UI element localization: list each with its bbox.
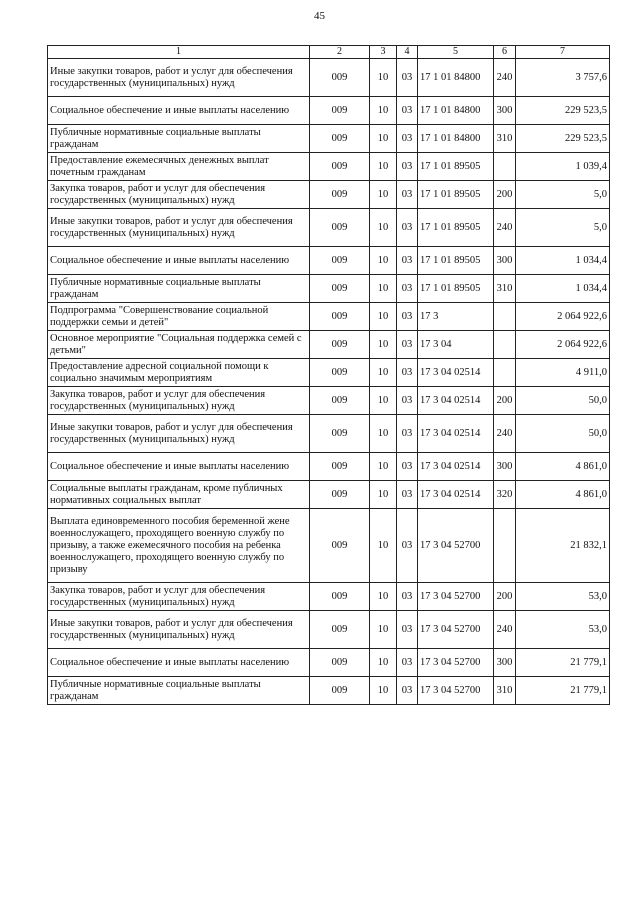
ministry-code-cell: 009	[310, 181, 370, 209]
page-number: 45	[314, 10, 325, 22]
row-name-cell: Публичные нормативные социальные выплаты гражданам	[48, 677, 310, 705]
row-name-cell: Закупка товаров, работ и услуг для обеспечения государственных (муниципальных) нужд	[48, 181, 310, 209]
target-article-cell: 17 3 04 02514	[418, 415, 494, 453]
amount-cell: 5,0	[516, 181, 610, 209]
amount-cell: 53,0	[516, 583, 610, 611]
amount-cell: 3 757,6	[516, 59, 610, 97]
subsection-code-cell: 03	[397, 387, 418, 415]
expense-type-cell: 200	[494, 181, 516, 209]
ministry-code-cell: 009	[310, 583, 370, 611]
expense-type-cell: 240	[494, 611, 516, 649]
column-header: 4	[397, 46, 418, 59]
table-row	[48, 153, 610, 181]
subsection-code-cell: 03	[397, 153, 418, 181]
section-code-cell: 10	[370, 125, 397, 153]
amount-cell: 2 064 922,6	[516, 331, 610, 359]
ministry-code-cell: 009	[310, 359, 370, 387]
section-code-cell: 10	[370, 181, 397, 209]
subsection-code-cell: 03	[397, 275, 418, 303]
ministry-code-cell: 009	[310, 275, 370, 303]
row-name-cell: Социальное обеспечение и иные выплаты населению	[48, 453, 310, 481]
ministry-code-cell: 009	[310, 125, 370, 153]
table-row	[48, 509, 610, 583]
target-article-cell: 17 3 04 02514	[418, 453, 494, 481]
expense-type-cell: 240	[494, 415, 516, 453]
expense-type-cell: 310	[494, 125, 516, 153]
table-row	[48, 677, 610, 705]
subsection-code-cell: 03	[397, 583, 418, 611]
section-code-cell: 10	[370, 453, 397, 481]
expense-type-cell	[494, 359, 516, 387]
expense-type-cell: 200	[494, 583, 516, 611]
amount-cell: 229 523,5	[516, 125, 610, 153]
row-name-cell: Иные закупки товаров, работ и услуг для обеспечения государственных (муниципальных) нужд	[48, 611, 310, 649]
section-code-cell: 10	[370, 509, 397, 583]
row-name-cell: Выплата единовременного пособия беременной жене военнослужащего, проходящего военную службу по призыву, а также ежемесячного пособия на ребенка военнослужащего, проходящего военную службу по призыву	[48, 509, 310, 583]
amount-cell: 1 034,4	[516, 247, 610, 275]
expense-type-cell: 300	[494, 247, 516, 275]
row-name-cell: Иные закупки товаров, работ и услуг для обеспечения государственных (муниципальных) нужд	[48, 59, 310, 97]
header-row	[48, 46, 610, 59]
section-code-cell: 10	[370, 97, 397, 125]
table-row	[48, 125, 610, 153]
target-article-cell: 17 1 01 89505	[418, 275, 494, 303]
ministry-code-cell: 009	[310, 611, 370, 649]
ministry-code-cell: 009	[310, 97, 370, 125]
target-article-cell: 17 3 04	[418, 331, 494, 359]
expense-type-cell: 300	[494, 649, 516, 677]
ministry-code-cell: 009	[310, 209, 370, 247]
target-article-cell: 17 3 04 52700	[418, 677, 494, 705]
target-article-cell: 17 3 04 02514	[418, 481, 494, 509]
amount-cell: 21 832,1	[516, 509, 610, 583]
row-name-cell: Предоставление адресной социальной помощи к социально значимым мероприятиям	[48, 359, 310, 387]
target-article-cell: 17 3 04 52700	[418, 611, 494, 649]
column-header: 2	[310, 46, 370, 59]
amount-cell: 1 034,4	[516, 275, 610, 303]
row-name-cell: Иные закупки товаров, работ и услуг для обеспечения государственных (муниципальных) нужд	[48, 415, 310, 453]
subsection-code-cell: 03	[397, 247, 418, 275]
ministry-code-cell: 009	[310, 677, 370, 705]
table-row	[48, 181, 610, 209]
expense-type-cell	[494, 331, 516, 359]
section-code-cell: 10	[370, 275, 397, 303]
column-header: 3	[370, 46, 397, 59]
row-name-cell: Социальное обеспечение и иные выплаты населению	[48, 649, 310, 677]
row-name-cell: Публичные нормативные социальные выплаты гражданам	[48, 275, 310, 303]
subsection-code-cell: 03	[397, 209, 418, 247]
table-row	[48, 453, 610, 481]
column-header: 7	[516, 46, 610, 59]
ministry-code-cell: 009	[310, 331, 370, 359]
expense-type-cell: 240	[494, 209, 516, 247]
amount-cell: 50,0	[516, 387, 610, 415]
amount-cell: 1 039,4	[516, 153, 610, 181]
expense-type-cell: 300	[494, 453, 516, 481]
table-row	[48, 611, 610, 649]
expense-type-cell	[494, 509, 516, 583]
subsection-code-cell: 03	[397, 509, 418, 583]
table-row	[48, 387, 610, 415]
column-header: 1	[48, 46, 310, 59]
table-row	[48, 275, 610, 303]
table-row	[48, 359, 610, 387]
section-code-cell: 10	[370, 153, 397, 181]
section-code-cell: 10	[370, 303, 397, 331]
target-article-cell: 17 1 01 89505	[418, 153, 494, 181]
ministry-code-cell: 009	[310, 303, 370, 331]
ministry-code-cell: 009	[310, 59, 370, 97]
row-name-cell: Иные закупки товаров, работ и услуг для обеспечения государственных (муниципальных) нужд	[48, 209, 310, 247]
amount-cell: 21 779,1	[516, 677, 610, 705]
subsection-code-cell: 03	[397, 181, 418, 209]
ministry-code-cell: 009	[310, 649, 370, 677]
section-code-cell: 10	[370, 359, 397, 387]
section-code-cell: 10	[370, 583, 397, 611]
ministry-code-cell: 009	[310, 481, 370, 509]
subsection-code-cell: 03	[397, 611, 418, 649]
row-name-cell: Подпрограмма "Совершенствование социальной поддержки семьи и детей"	[48, 303, 310, 331]
row-name-cell: Закупка товаров, работ и услуг для обеспечения государственных (муниципальных) нужд	[48, 583, 310, 611]
target-article-cell: 17 1 01 89505	[418, 247, 494, 275]
expense-type-cell: 240	[494, 59, 516, 97]
expense-type-cell: 200	[494, 387, 516, 415]
ministry-code-cell: 009	[310, 387, 370, 415]
table-row	[48, 303, 610, 331]
expense-type-cell: 310	[494, 275, 516, 303]
section-code-cell: 10	[370, 59, 397, 97]
subsection-code-cell: 03	[397, 453, 418, 481]
subsection-code-cell: 03	[397, 97, 418, 125]
subsection-code-cell: 03	[397, 125, 418, 153]
target-article-cell: 17 3 04 02514	[418, 387, 494, 415]
subsection-code-cell: 03	[397, 649, 418, 677]
amount-cell: 5,0	[516, 209, 610, 247]
target-article-cell: 17 3 04 52700	[418, 583, 494, 611]
table-row	[48, 481, 610, 509]
expense-type-cell	[494, 303, 516, 331]
subsection-code-cell: 03	[397, 481, 418, 509]
amount-cell: 50,0	[516, 415, 610, 453]
subsection-code-cell: 03	[397, 331, 418, 359]
amount-cell: 4 861,0	[516, 453, 610, 481]
ministry-code-cell: 009	[310, 415, 370, 453]
table-row	[48, 415, 610, 453]
table-row	[48, 209, 610, 247]
target-article-cell: 17 1 01 84800	[418, 59, 494, 97]
expense-type-cell: 320	[494, 481, 516, 509]
row-name-cell: Предоставление ежемесячных денежных выплат почетным гражданам	[48, 153, 310, 181]
table-row	[48, 583, 610, 611]
subsection-code-cell: 03	[397, 415, 418, 453]
expense-type-cell: 300	[494, 97, 516, 125]
amount-cell: 4 911,0	[516, 359, 610, 387]
section-code-cell: 10	[370, 331, 397, 359]
amount-cell: 229 523,5	[516, 97, 610, 125]
row-name-cell: Публичные нормативные социальные выплаты гражданам	[48, 125, 310, 153]
section-code-cell: 10	[370, 247, 397, 275]
ministry-code-cell: 009	[310, 153, 370, 181]
table-row	[48, 247, 610, 275]
section-code-cell: 10	[370, 387, 397, 415]
amount-cell: 2 064 922,6	[516, 303, 610, 331]
section-code-cell: 10	[370, 481, 397, 509]
row-name-cell: Закупка товаров, работ и услуг для обеспечения государственных (муниципальных) нужд	[48, 387, 310, 415]
amount-cell: 4 861,0	[516, 481, 610, 509]
target-article-cell: 17 1 01 84800	[418, 97, 494, 125]
target-article-cell: 17 1 01 89505	[418, 181, 494, 209]
ministry-code-cell: 009	[310, 453, 370, 481]
amount-cell: 21 779,1	[516, 649, 610, 677]
budget-table	[47, 45, 610, 705]
table-row	[48, 97, 610, 125]
column-header: 5	[418, 46, 494, 59]
target-article-cell: 17 3 04 02514	[418, 359, 494, 387]
row-name-cell: Социальное обеспечение и иные выплаты населению	[48, 97, 310, 125]
target-article-cell: 17 3	[418, 303, 494, 331]
target-article-cell: 17 3 04 52700	[418, 509, 494, 583]
ministry-code-cell: 009	[310, 509, 370, 583]
expense-type-cell	[494, 153, 516, 181]
section-code-cell: 10	[370, 677, 397, 705]
subsection-code-cell: 03	[397, 677, 418, 705]
table-row	[48, 649, 610, 677]
ministry-code-cell: 009	[310, 247, 370, 275]
target-article-cell: 17 3 04 52700	[418, 649, 494, 677]
table-row	[48, 331, 610, 359]
target-article-cell: 17 1 01 84800	[418, 125, 494, 153]
row-name-cell: Основное мероприятие "Социальная поддержка семей с детьми"	[48, 331, 310, 359]
subsection-code-cell: 03	[397, 359, 418, 387]
target-article-cell: 17 1 01 89505	[418, 209, 494, 247]
section-code-cell: 10	[370, 649, 397, 677]
row-name-cell: Социальные выплаты гражданам, кроме публичных нормативных социальных выплат	[48, 481, 310, 509]
subsection-code-cell: 03	[397, 59, 418, 97]
section-code-cell: 10	[370, 611, 397, 649]
expense-type-cell: 310	[494, 677, 516, 705]
amount-cell: 53,0	[516, 611, 610, 649]
row-name-cell: Социальное обеспечение и иные выплаты населению	[48, 247, 310, 275]
section-code-cell: 10	[370, 415, 397, 453]
column-header: 6	[494, 46, 516, 59]
subsection-code-cell: 03	[397, 303, 418, 331]
section-code-cell: 10	[370, 209, 397, 247]
table-row	[48, 59, 610, 97]
